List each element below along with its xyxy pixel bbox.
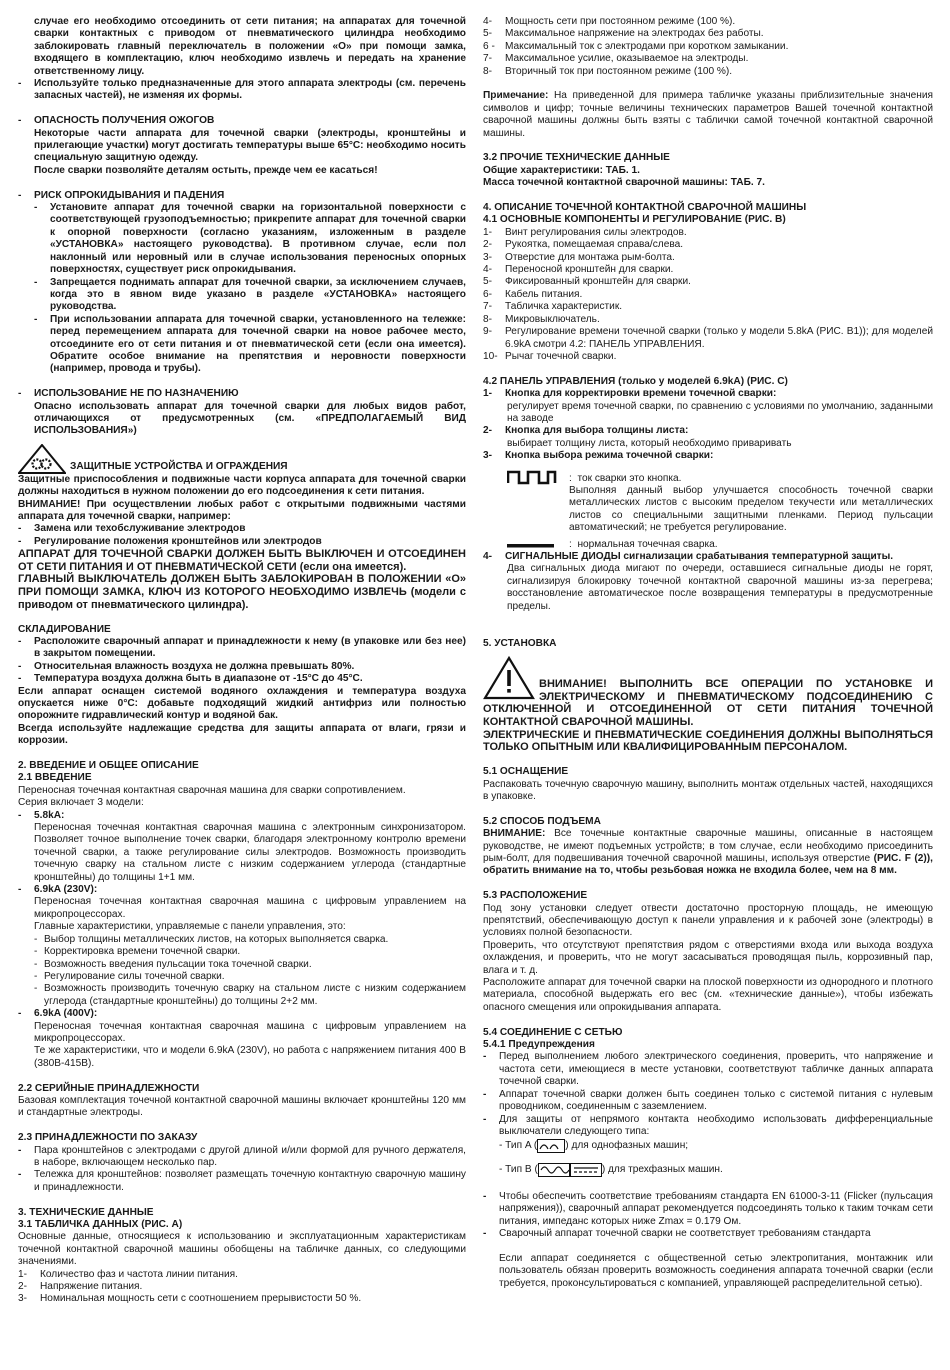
section-heading: - ИСПОЛЬЗОВАНИЕ НЕ ПО НАЗНАЧЕНИЮ (18, 388, 239, 400)
list-item: - Перед выполнением любого электрического соединения, проверить, что напряжение и частота сети, имеющиеся в месте установки, соответствуют табличке данных аппарата точечной сварки. (483, 1051, 933, 1088)
list-item: - Пара кронштейнов с электродами с другой длиной и/или формой для ручного держателя, в наборе, включающем несколько пар. (18, 1144, 466, 1168)
section-heading: 2.2 СЕРИЙНЫЕ ПРИНАДЛЕЖНОСТИ (18, 1082, 200, 1094)
section-heading: - РИСК ОПРОКИДЫВАНИЯ И ПАДЕНИЯ (18, 189, 225, 201)
list-item: 8- Вторичный ток при постоянном режиме (100 %). (483, 65, 733, 77)
section-heading: 5.4.1 Предупреждения (483, 1039, 595, 1051)
list-item: 7- Максимальное усилие, оказываемое на электроды. (483, 53, 749, 65)
section-heading: ЗАЩИТНЫЕ УСТРОЙСТВА И ОГРАЖДЕНИЯ (70, 461, 288, 473)
list-item: 5- Фиксированный кронштейн для сварки. (483, 276, 691, 288)
list-item: случае его необходимо отсоединить от сети питания; на аппаратах для точечной сварки контактных с приводом от пневматического цилиндра необходимо заблокировать главный переключатель в положении «О» при помощи замка, входящего в комплектацию, ключ необходимо извлечь и передать на хранение ответственному лицу. (34, 16, 466, 77)
paragraph: Переносная точечная контактная сварочная машина с цифровым управлением на микропроцессорах. (34, 896, 466, 920)
dc-icon (570, 1163, 602, 1177)
section-heading: СКЛАДИРОВАНИЕ (18, 623, 111, 635)
paragraph: регулирует время точечной сварки, по сравнению с условиями по умолчанию, заданными на заводе (507, 400, 933, 424)
type-a-item: - Тип A ( ) для однофазных машин; (483, 1138, 933, 1154)
list-item: - Используйте только предназначенные для этого аппарата электроды (см. перечень запасных частей), не изменяя их формы. (18, 78, 466, 102)
paragraph: ЭЛЕКТРИЧЕСКИЕ И ПНЕВМАТИЧЕСКИЕ СОЕДИНЕНИЯ ДОЛЖНЫ ВЫПОЛНЯТЬСЯ ТОЛЬКО ОПЫТНЫМ ИЛИ КВАЛИФИЦИРОВАННЫМ ПЕРСОНАЛОМ. (483, 728, 933, 754)
paragraph: Проверить, что отсутствуют препятствия рядом с отверстиями входа или выхода воздуха охлаждения, и проверить, что не могут засасываться проводящая пыль, коррозивный пар, влага и т. д. (483, 939, 933, 976)
section-heading: 3. ТЕХНИЧЕСКИЕ ДАННЫЕ (18, 1206, 154, 1218)
paragraph: Расположите аппарат для точечной сварки на плоской поверхности из однородного и плотного материала, способной выдержать его вес (см. «технические данные»), чтобы избежать опасного смещения или опрокидывания аппарата. (483, 977, 933, 1013)
type-b-item: - Тип B ( ) для трехфазных машин. (483, 1162, 933, 1178)
list-item: 6 - Максимальный ток с электродами при коротком замыкании. (483, 40, 789, 52)
section-heading: 2. ВВЕДЕНИЕ И ОБЩЕЕ ОПИСАНИЕ (18, 760, 199, 772)
list-item: 3- Отверстие для монтажа рым-болта. (483, 251, 675, 263)
pulse-mode-item (483, 469, 933, 535)
section-heading: 5.3 РАСПОЛОЖЕНИЕ (483, 890, 588, 902)
list-item: - Замена или техобслуживание электродов (18, 523, 246, 535)
paragraph: Масса точечной контактной сварочной машины: ТАБ. 7. (483, 177, 765, 189)
list-item: 6- Кабель питания. (483, 288, 583, 300)
paragraph: Если аппарат соединяется с общественной сетью электропитания, монтажник или пользователь обязан проверить возможность соединения аппарата точечной сварки (если требуется, проконсультироваться с компанией, управляющей распределительной сетью). (499, 1252, 933, 1289)
paragraph: Защитные приспособления и подвижные части корпуса аппарата для точечной сварки должны находиться в нужном положении до его подсоединения к сети питания. (18, 473, 466, 498)
paragraph: Два сигнальных диода мигают по очереди, оставшиеся сигнальные диоды не горят, сигнализируя блокировку точечной контактной сварочной машины из-за перегрева; восстановление автоматическое после возвращения температуры в предусмотренные пределы. (507, 563, 933, 612)
paragraph: Если аппарат оснащен системой водяного охлаждения и температура воздуха опускается ниже 0°С: добавьте подходящий жидкий антифриз или полностью опорожните гидравлический контур и водяной бак. (18, 685, 466, 722)
list-item: - Для защиты от непрямого контакта необходимо использовать дифференциальные выключатели следующего типа: (483, 1113, 933, 1137)
list-item: 4- СИГНАЛЬНЫЕ ДИОДЫ сигнализации срабатывания температурной защиты. (483, 551, 894, 562)
section-heading: 4.1 ОСНОВНЫЕ КОМПОНЕНТЫ И РЕГУЛИРОВАНИЕ (РИС. B) (483, 214, 786, 226)
list-item: 2- Напряжение питания. (18, 1281, 143, 1293)
paragraph: Общие характеристики: ТАБ. 1. (483, 164, 640, 176)
left-column (18, 16, 466, 1306)
list-item: 4- Переносной кронштейн для сварки. (483, 264, 674, 276)
list-item: - Регулирование положения кронштейнов или электродов (18, 535, 322, 547)
list-item: 2- Рукоятка, помещаемая справа/слева. (483, 239, 684, 251)
paragraph: ГЛАВНЫЙ ВЫКЛЮЧАТЕЛЬ ДОЛЖЕН БЫТЬ ЗАБЛОКИРОВАН В ПОЛОЖЕНИИ «О» ПРИ ПОМОЩИ ЗАМКА, КЛЮЧ ИЗ КОТОРОГО НЕОБХОДИМО ИЗВЛЕЧЬ (модели с приводом от пневматического цилиндра). (18, 573, 466, 611)
pulse-mode-label: : ток сварки это кнопка. (569, 472, 682, 484)
list-item: - 6.9kA (400V): (18, 1008, 98, 1020)
section-heading: 2.1 ВВЕДЕНИЕ (18, 772, 92, 784)
paragraph: Под зону установки следует отвести достаточно просторную площадь, не имеющую препятствий, обеспечивающую доступ к панели управления и к рабочей зоне (электроды) в условиях полной безопасности. (483, 902, 933, 939)
normal-mode-item: : нормальная точечная сварка. (483, 539, 933, 551)
section-heading: - ОПАСНОСТЬ ПОЛУЧЕНИЯ ОЖОГОВ (18, 115, 215, 127)
paragraph: Переносная точечная контактная сварочная машина с цифровым управлением на микропроцессорах. (34, 1020, 466, 1044)
list-item: 3- Номинальная мощность сети с соотношением прерывистости 50 %. (18, 1293, 362, 1305)
paragraph: Переносная точечная контактная сварочная машина с электронным синхронизатором. Позволяет точное выполнение точек сварки, благодаря электронному контролю времени точечной сварки, а также регулирование силы электродов. Возможность производить точечную сварку на стальном листе с низким содержанием углерода (стандартные кронштейны) до толщины 1+1 мм. (34, 822, 466, 883)
list-item: - Выбор толщины металлических листов, на которых выполняется сварка. (34, 933, 389, 945)
list-item: - Расположите сварочный аппарат и принадлежности к нему (в упаковке или без нее) в закрытом помещении. (18, 635, 466, 660)
paragraph: Всегда используйте надлежащие средства для защиты аппарата от влаги, грязи и коррозии. (18, 722, 466, 747)
list-item: - Запрещается поднимать аппарат для точечной сварки, за исключением случаев, когда это в явном виде указано в разделе «УСТАНОВКА» настоящего руководства. (34, 276, 466, 313)
note-paragraph: Примечание: На приведенной для примера табличке указаны приблизительные значения символов и цифр; точные величины технических параметров Вашей точечной контактной сварочной машины должны быть взяты с таблички самой точечной контактной сварочной машины. (483, 90, 933, 139)
section-heading: 5.2 СПОСОБ ПОДЪЕМА (483, 815, 601, 827)
paragraph: ВНИМАНИЕ: Все точечные контактные сварочные машины, описанные в настоящем руководстве, не имеют подъемных устройств; в том случае, если необходимо присоединить рым-болт, для подвешивания точечной сварочной машины, используя отверстие (РИС. F (2)), обратить внимание на то, чтобы резьбовая ножка не входила более, чем на 8 мм. (483, 828, 933, 877)
list-item: - При использовании аппарата для точечной сварки, установленного на тележке: перед перемещением аппарата для точечной сварки на новое рабочее место, отсоедините его от сети питания и от пневматической сети (если она имеется). Обратите особое внимание на препятствия и неровности поверхности (например, провода и трубы). (34, 313, 466, 375)
list-item: - Температура воздуха должна быть в диапазоне от -15°С до 45°С. (18, 673, 363, 685)
list-item: 1- Винт регулирования силы электродов. (483, 226, 687, 238)
list-item: 7- Табличка характеристик. (483, 301, 623, 313)
section-heading: 4.2 ПАНЕЛЬ УПРАВЛЕНИЯ (только у моделей 6.9kA) (РИС. C) (483, 375, 788, 387)
list-item: - Сварочный аппарат точечной сварки не соответствует требованиям стандарта (483, 1227, 871, 1239)
list-item: - 5.8kA: (18, 809, 65, 821)
list-item: - Корректировка времени точечной сварки. (34, 946, 241, 958)
pulse-wave-icon (507, 469, 569, 485)
section-heading: 3.2 ПРОЧИЕ ТЕХНИЧЕСКИЕ ДАННЫЕ (483, 152, 670, 164)
paragraph: Те же характеристики, что и модели 6.9kA (230V), но работа с напряжением питания 400 В (380В-415В). (34, 1045, 466, 1069)
section-heading: 5.4 СОЕДИНЕНИЕ С СЕТЬЮ (483, 1026, 623, 1038)
paragraph: Главные характеристики, управляемые с панели управления, это: (34, 921, 346, 933)
list-item: 2- Кнопка для выбора толщины листа: (483, 425, 689, 437)
paragraph: АППАРАТ ДЛЯ ТОЧЕЧНОЙ СВАРКИ ДОЛЖЕН БЫТЬ ВЫКЛЮЧЕН И ОТСОЕДИНЕН ОТ СЕТИ ПИТАНИЯ И ОТ ПНЕВМАТИЧЕСКОЙ СЕТИ (если она имеется). (18, 548, 466, 573)
paragraph: Некоторые части аппарата для точечной сварки (электроды, кронштейны и прилегающие участки) могут достигать температуры выше 65°С: необходимо носить специальную защитную одежду. (34, 127, 466, 164)
list-item: - Чтобы обеспечить соответствие требованиям стандарта EN 61000-3-11 (Flicker (пульсация напряжения)), сварочный аппарат рекомендуется подсоединять только к таким точкам сети питания, импеданс которых ниже Zmax = 0.179 Ом. (483, 1190, 933, 1227)
installation-warning (483, 656, 933, 754)
paragraph: Базовая комплектация точечной контактной сварочной машины включает кронштейны 120 мм и стандартные электроды. (18, 1094, 466, 1119)
list-item: 10- Рычаг точечной сварки. (483, 350, 617, 362)
section-heading: 5.1 ОСНАЩЕНИЕ (483, 766, 569, 778)
list-item: - Установите аппарат для точечной сварки на горизонтальной поверхности с соответствующей грузоподъемностью; прикрепите аппарат для точечной сварки к опорной поверхности (согласно указаниям, изложенным в разделе «УСТАНОВКА» настоящего руководства). В противном случае, если пол наклонный или неровный или в случае использования переносных опорных поверхностях, существует риск опрокидывания. (34, 202, 466, 276)
list-item: 1- Количество фаз и частота линии питания. (18, 1268, 238, 1280)
section-heading: 5. УСТАНОВКА (483, 637, 557, 649)
paragraph: Распаковать точечную сварочную машину, выполнить монтаж отдельных частей, находящихся в упаковке. (483, 778, 933, 802)
ac-wave-icon (538, 1163, 570, 1177)
list-item: 4- Мощность сети при постоянном режиме (100 %). (483, 16, 736, 27)
list-item: 9- Регулирование времени точечной сварки (только у модели 5.8kA (РИС. B1)); для моделей 6.9kA смотри 4.2: ПАНЕЛЬ УПРАВЛЕНИЯ. (483, 326, 933, 350)
flat-line-icon (507, 539, 569, 549)
list-item: - Возможность введения пульсации тока точечной сварки. (34, 958, 312, 970)
list-item: 1- Кнопка для корректировки времени точечной сварки: (483, 388, 777, 400)
list-item: - Регулирование силы точечной сварки. (34, 970, 225, 982)
gear-warning-icon (18, 444, 66, 474)
paragraph: ВНИМАНИЕ! ВЫПОЛНИТЬ ВСЕ ОПЕРАЦИИ ПО УСТАНОВКЕ И ЭЛЕКТРИЧЕСКОМУ И ПНЕВМАТИЧЕСКОМУ ПОДСОЕДИНЕНИЮ С ОТКЛЮЧЕННОЙ И ОТСОЕДИНЕННОЙ ОТ СЕТИ ПИТАНИЯ ТОЧЕЧНОЙ КОНТАКТНОЙ СВАРОЧНОЙ МАШИНЫ. (483, 678, 933, 728)
paragraph: Выполняя данный выбор улучшается способность точечной сварки металлических листов с высоким пределом текучести или металлических листов со специальными защитными пленками. Период пульсации автоматический; не требуется регулирование. (569, 484, 933, 534)
list-item: - Возможность производить точечную сварку на стальном листе с низким содержанием углерода (стандартные кронштейны) до толщины 2+2 мм. (34, 983, 466, 1007)
right-column (483, 16, 933, 1290)
guards-heading (18, 444, 466, 474)
list-item: - Аппарат точечной сварки должен быть соединен только с системой питания с нулевым проводником, соединенным с заземлением. (483, 1088, 933, 1113)
list-item: 8- Микровыключатель. (483, 313, 600, 325)
paragraph: выбирает толщину листа, который необходимо приваривать (507, 437, 792, 449)
warning-icon (483, 656, 535, 700)
paragraph: Основные данные, относящиеся к использованию и эксплуатационным характеристикам точечной контактной сварочной машины обобщены на табличке данных, со следующими значениями. (18, 1231, 466, 1268)
list-item: - Тележка для кронштейнов: позволяет размещать точечную контактную сварочную машину и принадлежности. (18, 1169, 466, 1193)
list-item: - 6.9kA (230V): (18, 884, 98, 896)
paragraph: ВНИМАНИЕ! При осуществлении любых работ с открытыми подвижными частями аппарата для точечной сварки, например: (18, 498, 466, 522)
section-heading: 3.1 ТАБЛИЧКА ДАННЫХ (РИС. A) (18, 1219, 183, 1230)
list-item: 5- Максимальное напряжение на электродах без работы. (483, 28, 764, 40)
section-heading: 2.3 ПРИНАДЛЕЖНОСТИ ПО ЗАКАЗУ (18, 1132, 198, 1144)
paragraph: Опасно использовать аппарат для точечной сварки для любых видов работ, отличающихся от предусмотренных (см. «ПРЕДПОЛАГАЕМЫЙ ВИД ИСПОЛЬЗОВАНИЯ») (34, 400, 466, 437)
list-item: 3- Кнопка выбора режима точечной сварки: (483, 450, 714, 462)
paragraph: Серия включает 3 модели: (18, 797, 144, 809)
paragraph: Переносная точечная контактная сварочная машина для сварки сопротивлением. (18, 784, 406, 796)
section-heading: 4. ОПИСАНИЕ ТОЧЕЧНОЙ КОНТАКТНОЙ СВАРОЧНОЙ МАШИНЫ (483, 202, 807, 214)
list-item: - Относительная влажность воздуха не должна превышать 80%. (18, 660, 355, 672)
paragraph: После сварки позволяйте деталям остыть, прежде чем ее касаться! (34, 164, 378, 176)
ac-pulse-wave-icon (537, 1139, 565, 1153)
